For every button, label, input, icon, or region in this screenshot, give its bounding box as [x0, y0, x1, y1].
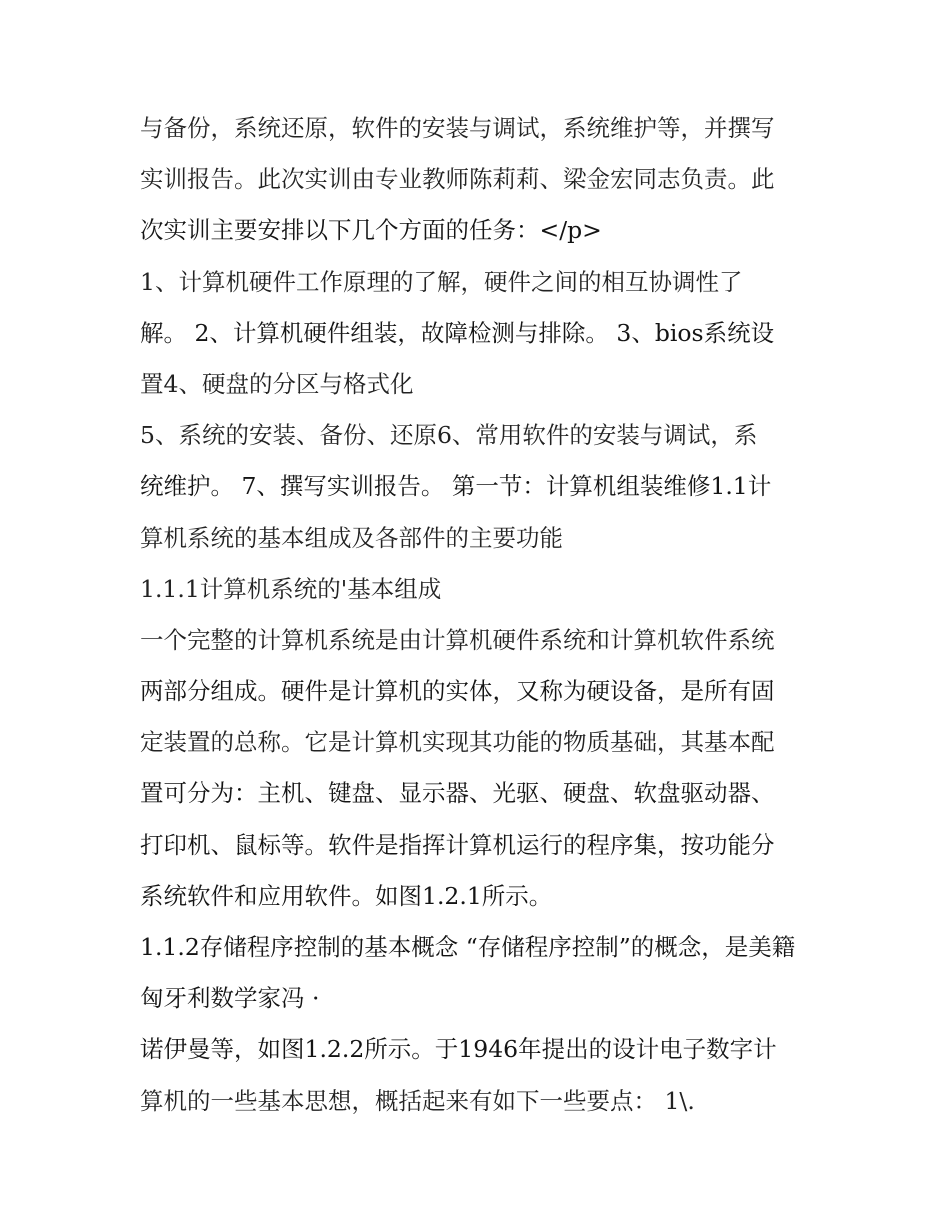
text-line-20: 算机的一些基本思想，概括起来有如下一些要点： 1\. — [140, 1086, 695, 1115]
text-line-12: 两部分组成。硬件是计算机的实体，又称为硬设备，是所有固 — [140, 677, 775, 706]
text-line-17: 1.1.2存储程序控制的基本概念 “存储程序控制”的概念，是美籍 — [140, 933, 796, 961]
text-line-19: 诺伊曼等，如图1.2.2所示。于1946年提出的设计电子数字计 — [140, 1035, 777, 1064]
text-line-6: 置4、硬盘的分区与格式化 — [140, 369, 414, 398]
text-line-2: 实训报告。此次实训由专业教师陈莉莉、梁金宏同志负责。此 — [140, 165, 775, 194]
document-body — [140, 103, 820, 1127]
text-line-5: 解。 2、计算机硬件组装，故障检测与排除。 3、bios系统设 — [140, 318, 775, 347]
text-line-14: 置可分为：主机、键盘、显示器、光驱、硬盘、软盘驱动器、 — [140, 779, 775, 808]
text-line-9: 算机系统的基本组成及各部件的主要功能 — [140, 523, 563, 552]
text-line-18: 匈牙利数学家冯 · — [140, 984, 320, 1013]
text-line-11: 一个完整的计算机系统是由计算机硬件系统和计算机软件系统 — [140, 625, 775, 654]
text-line-10: 1.1.1计算机系统的'基本组成 — [140, 574, 442, 603]
text-line-3: 次实训主要安排以下几个方面的任务：</p> — [140, 216, 602, 245]
text-line-4: 1、计算机硬件工作原理的了解，硬件之间的相互协调性了 — [140, 267, 743, 296]
text-line-15: 打印机、鼠标等。软件是指挥计算机运行的程序集，按功能分 — [140, 830, 775, 859]
text-line-7: 5、系统的安装、备份、还原6、常用软件的安装与调试，系 — [140, 421, 758, 450]
text-line-8: 统维护。 7、撰写实训报告。 第一节：计算机组装维修1.1计 — [140, 472, 772, 501]
text-line-13: 定装置的总称。它是计算机实现其功能的物质基础，其基本配 — [140, 728, 775, 757]
text-line-1: 与备份，系统还原，软件的安装与调试，系统维护等，并撰写 — [140, 114, 775, 142]
text-line-16: 系统软件和应用软件。如图1.2.1所示。 — [140, 881, 553, 910]
